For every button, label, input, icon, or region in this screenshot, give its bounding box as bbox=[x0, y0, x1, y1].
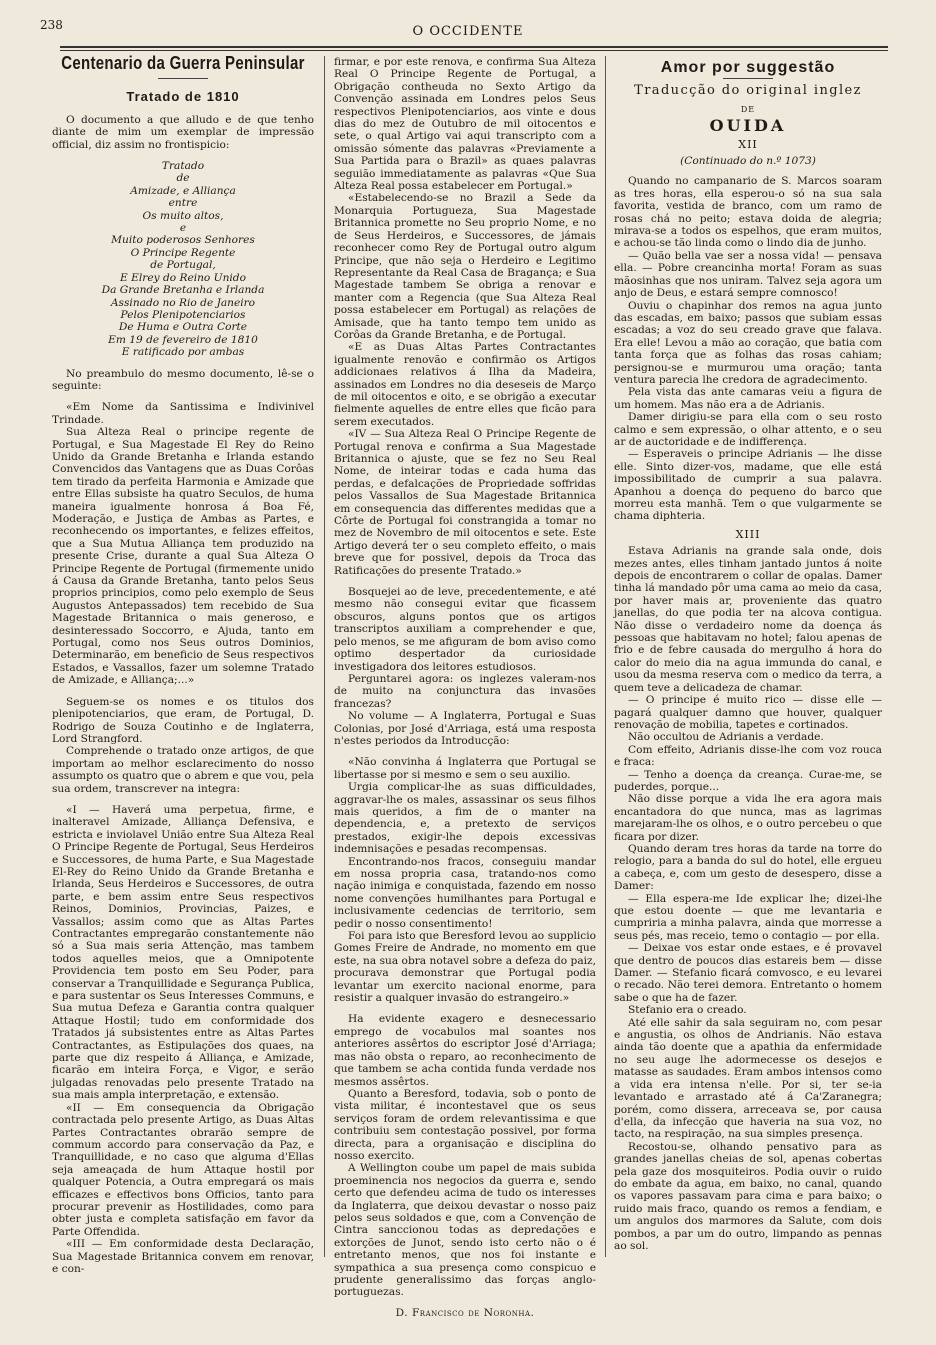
frontispiece-line: e bbox=[179, 222, 187, 235]
paragraph: — Quão bella vae ser a nossa vida! — pensava ella. — Pobre creancinha morta! Foram as suas mãosinhas que nos uniram. Talvez seja agora um anjo de Deus, e estará sempre comnosco! bbox=[614, 249, 882, 300]
column-divider bbox=[324, 56, 325, 1257]
paragraph: — Esperaveis o principe Adrianis — lhe disse elle. Sinto dizer-vos, madame, que elle está impossibilitado de cumprir a sua palavra. Apanhou a doença do pequeno do barco que morreu esta manhã. Tem o que vulgarmente se chama diphteria. bbox=[614, 448, 882, 523]
paragraph: «II — Em consequencia da Obrigação contractada pelo presente Artigo, as Duas Altas Partes Contractantes obrarão sempre de commum accordo para conservação da Paz, e Tranquillidade, e no caso que alguma d'Ellas seja ameaçada de hum Attaque hostil por qualquer Potencia, a Outra empregará os mais efficazes e effectivos bons Officios, tanto para procurar prevenir as Hostilidades, como para obter justa e completa satisfação em favor da Parte Offendida. bbox=[52, 1101, 314, 1238]
paragraph: Ha evidente exagero e desnecessario emprego de vocabulos mal soantes nos anteriores assêrtos do escriptor José d'Arriaga; mas não obsta o reparo, ao reconhecimento de que tambem se acha contida funda verdade nos mesmos assêrtos. bbox=[334, 1013, 596, 1088]
continued-note: (Continuado do n.º 1073) bbox=[680, 155, 816, 168]
running-title: O OCCIDENTE bbox=[412, 24, 524, 39]
serial-title: Amor por suggestão bbox=[660, 59, 836, 76]
paragraph: «III — Em conformidade desta Declaração, Sua Magestade Britannica convem em renovar, e con- bbox=[52, 1238, 314, 1275]
paragraph: No preambulo do mesmo documento, lê-se o seguinte: bbox=[52, 367, 314, 392]
paragraph: Damer dirigiu-se para ella com o seu rosto calmo e sem expressão, o olhar attento, e o seu ar de auctoridade e de indifferença. bbox=[614, 411, 882, 448]
frontispiece-line: E Elrey do Reino Unido bbox=[120, 271, 246, 284]
frontispiece-line: Pelos Plenipotenciarios bbox=[120, 308, 246, 321]
paragraph: Quando deram tres horas da tarde na torre do relogio, para a banda do sul do hotel, elle ergueu a cabeça, e, com um gesto de desespero, disse a Damer: bbox=[614, 842, 882, 893]
frontispiece-line: Amizade, e Alliança bbox=[130, 184, 236, 197]
article-subtitle: Tratado de 1810 bbox=[126, 89, 240, 105]
paragraph: Não occultou de Adrianis a verdade. bbox=[628, 731, 824, 744]
paragraph: Quanto a Beresford, todavia, sob o ponto de vista militar, é incontestavel que os seus serviços foram de ordem relevantissima e que contribuiu sem contestação possivel, por forma directa, para a organisação e disciplina do nosso exercito. bbox=[334, 1087, 596, 1162]
paragraph: Sua Alteza Real o principe regente de Portugal, e Sua Magestade El Rey do Reino Unido da Grande Bretanha e Irlanda estando Convencidos das Vantagens que as Duas Corôas tem tirado da perfeita Harmonia e Amizade que entre Ellas subsiste ha quatro Seculos, de huma maneira igualmente honrosa á Boa Fé, Moderação, e Justiça de Ambas as Partes, e reconhecendo os importantes, e felizes effeitos, que a Sua Mutua Alliança tem produzido na presente Crise, durante a qual Sua Alteza O Principe Regente de Portugal (firmemente unido á Causa da Grande Bretanha, tanto pelos Seus proprios principios, como pelo exemplo de Seus Augustos Antepassados) tem recebido de Sua Magestade Britannica o mais generoso, e desinteressado Soccorro, e Ajuda, tanto em Portugal, como nos Seus outros Dominios, Determinarão, em beneficio de Seus respectivos Estados, e Vassallos, fazer um solemne Tratado de Amizade, e Alliança;...» bbox=[52, 426, 314, 687]
frontispiece-line: De Huma e Outra Corte bbox=[118, 321, 248, 334]
paragraph: Ouviu o chapinhar dos remos na agua junto das escadas, em baixo; passos que subiam essas escadas; a voz do seu creado grave que falava. Era elle! Levou a mão ao coração, que batia com tanta força que as folhas das rosas cahiam; persignou-se e murmurou uma oração; tanta ventura parecia lhe credora de agradecimento. bbox=[614, 299, 882, 386]
paragraph: Bosquejei ao de leve, precedentemente, e até mesmo não consegui evitar que ficassem obscuros, alguns pontos que os artigos transcriptos auxiliam a comprehender e que, pelo menos, se me afiguram de bom aviso como optimo despertador da curiosidade investigadora dos leitores estudiosos. bbox=[334, 586, 596, 673]
frontispiece-line: Assinado no Rio de Janeiro bbox=[110, 296, 256, 309]
by-label: DE bbox=[740, 104, 756, 114]
signature: D. Francisco de Noronha. bbox=[395, 1306, 535, 1319]
frontispiece-line: Da Grande Bretanha e Irlanda bbox=[101, 284, 265, 297]
paragraph: Não disse porque a vida lhe era agora mais encantadora do que nunca, mas as lagrimas marejaram-lhe os olhos, e o outro percebeu o que ficara por dizer. bbox=[614, 793, 882, 843]
column-2 bbox=[334, 56, 596, 1319]
article-title: Centenario da Guerra Peninsular bbox=[61, 53, 305, 74]
frontispiece-line: Os muito altos, bbox=[142, 209, 224, 222]
title-rule bbox=[158, 78, 208, 79]
paragraph: «Em Nome da Santissima e Indivinivel Trindade. bbox=[52, 401, 314, 426]
paragraph: — Tenho a doença da creança. Curae-me, se puderdes, porque... bbox=[614, 768, 882, 793]
paragraph: Com effeito, Adrianis disse-lhe com voz rouca e fraca: bbox=[614, 743, 882, 769]
frontispiece-line: E ratificado por ambas bbox=[121, 346, 245, 359]
frontispiece bbox=[52, 160, 314, 359]
paragraph: Perguntarei agora: os inglezes valeram-nos de muito na conjunctura das invasões francezas? bbox=[334, 672, 596, 710]
title-rule bbox=[723, 78, 773, 79]
header-rule-thin bbox=[60, 50, 888, 51]
paragraph: Estava Adrianis na grande sala onde, dois mezes antes, elles tinham jantado juntos á noite depois de encontrarem o collar de opalas. Damer tinha lá mandado pôr uma cama ao meio da casa, por haver mais ar, proveniente das quatro janellas, do que podia ter na alcova contigua. Não disse o verdadeiro nome da doença ás pessoas que habitavam no hotel; falou apenas de frio e de febre causada do mergulho á hora do calor do meio dia na agua immunda do canal, e usou da mesma reserva com o medico da terra, a quem teve a delicadeza de chamar. bbox=[614, 545, 882, 694]
page-header bbox=[40, 18, 896, 44]
paragraph: «Estabelecendo-se no Brazil a Sede da Monarquia Portugueza, Sua Magestade Britannica promette no Seu proprio Nome, e no de Seus Herdeiros, e Successores, de jámais reconhecer como Rey de Portugal outro algum Principe, que não seja o Herdeiro e Legitimo Representante da Real Casa de Bragança; e Sua Magestade tambem Se obriga a renovar e manter com a Regencia (que Sua Alteza Real possa estabelecer em Portugal) as relações de Amisade, que ha tanto tempo tem unido as Corôas da Grande Bretanha, e de Portugal. bbox=[334, 192, 596, 341]
paragraph: «I — Haverá uma perpetua, firme, e inalteravel Amizade, Alliança Defensiva, e estricta e inviolavel União entre Sua Alteza Real O Principe Regente de Portugal, Seus Herdeiros e Successores, de huma Parte, e Sua Magestade El-Rey do Reino Unido da Grande Bretanha e Irlanda, Seus Herdeiros e Successores, de outra parte, e bem assim entre Seus respectivos Reinos, Dominios, Provincias, Paizes, e Vassallos; assim como que as Altas Partes Contractantes empregarão constantemente não só a Sua mais seria Attenção, mas tambem todos aquelles meios, que a Omnipotente Providencia tem posto em Seu Poder, para conservar a Tranquillidade e Segurança Publica, e para sustentar os Seus Interesses Communs, e Sua mutua Defeza e Garantia contra qualquer Attaque Hostil; tudo em conformidade dos Tratados já subsistentes entre as Altas Partes Contractantes, as Estipulações dos quaes, na parte que diz respeito á Alliança, e Amizade, ficarão em inteira Força, e Vigor, e serão julgadas renovadas pelo presente Tratado na sua mais ampla interpretação, e extensão. bbox=[52, 803, 314, 1102]
page-number: 238 bbox=[40, 18, 63, 32]
frontispiece-line: de Portugal, bbox=[150, 259, 216, 272]
paragraph: Recostou-se, olhando pensativo para as grandes janellas cheias de sol, apenas cobertas pela gaze dos mosquiteiros. Podia ouvir o ruido do embate da agua, em baixo, no canal, quando os vapores passavam para cima e para baixo; o ruido mais fraco, quando os remos a fendiam, e um angulos dos marmores da Salute, com dois pombos, a par um do outro, limpando as pennas ao sol. bbox=[614, 1140, 882, 1252]
chapter-number: XIII bbox=[735, 527, 761, 541]
frontispiece-line: Muito poderosos Senhores bbox=[111, 234, 255, 247]
paragraph: No volume — A Inglaterra, Portugal e Suas Colonias, por José d'Arriaga, está uma resposta n'estes periodos da Introducção: bbox=[334, 710, 596, 747]
paragraph: Até elle sahir da sala seguiram no, com pesar e angustia, os olhos de Andrianis. Não estava ainda tão doente que a apathia da enfermidade no seu auge lhe adormecesse os desejos e matasse as saudades. Eram ambos intensos como a vida era intensa n'elle. Por si, ter se-ia levantado e arrastado até á Ca'Zaranegra; porém, como dissera, arreceava se, por causa d'ella, da infecção que haveria na sua voz, no tacto, na respiração, na sua simples presença. bbox=[614, 1016, 882, 1141]
header-rule bbox=[60, 46, 888, 48]
paragraph: Seguem-se os nomes e os titulos dos plenipotenciarios, que eram, de Portugal, D. Rodrigo de Souza Coutinho e de Inglaterra, Lord Strangford. bbox=[52, 695, 314, 745]
translation-note: Traducção do original inglez bbox=[634, 83, 862, 99]
column-3 bbox=[614, 56, 882, 1252]
paragraph: Pela vista das ante camaras veiu a figura de um homem. Mas não era a de Adrianis. bbox=[614, 386, 882, 411]
frontispiece-line: de bbox=[176, 172, 190, 185]
frontispiece-line: Em 19 de fevereiro de 1810 bbox=[108, 333, 258, 346]
paragraph: O documento a que alludo e de que tenho diante de mim um exemplar de impressão official, diz assim no frontispicio: bbox=[52, 113, 314, 151]
column-divider bbox=[605, 56, 606, 1257]
paragraph: Encontrando-nos fracos, conseguiu mandar em nossa propria casa, tratando-nos como nação inimiga e conquistada, fazendo em nosso nome convenções humilhantes para Portugal e inclusivamente cedencias de territorio, sem pedir o nosso consentimento! bbox=[334, 855, 596, 930]
paragraph: «Não convinha á Inglaterra que Portugal se libertasse por si mesmo e sem o seu auxilio. bbox=[334, 756, 596, 781]
paragraph: firmar, e por este renova, e confirma Sua Alteza Real O Principe Regente de Portugal, a Obrigação contheuda no Sexto Artigo da Convenção assinada em Londres pelos Seus respectivos Plenipotenciarios, aos vinte e dous dias do mez de Outubro de mil oitocentos e sete, o qual Artigo vai aqui transcripto com a omissão sómente das palavras «Previamente a Sua Partida para o Brazil» as quaes palavras seguião immediatamente as palavras «Que Sua Alteza Real possa estabelecer em Portugal.» bbox=[334, 56, 596, 193]
paragraph: «IV — Sua Alteza Real O Principe Regente de Portugal renova e confirma a Sua Magestade Britannica o ajuste, que se fez no Seu Real Nome, de inteirar todas e cada huma das perdas, e defalcações de Propriedade soffridas pelos Vassallos de Sua Magestade Britannica em consequencia das differentes medidas que a Côrte de Portugal foi constrangida a tomar no mez de Novembro de mil oitocentos e sete. Este Artigo deverá ter o seu completo effeito, o mais breve que for possivel, depois da Troca das Ratificações do presente Tratado.» bbox=[334, 428, 596, 577]
paragraph: Comprehende o tratado onze artigos, de que importam ao melhor esclarecimento do nosso assumpto os quatro que o abrem e que vou, pela sua ordem, transcrever na integra: bbox=[52, 745, 314, 795]
frontispiece-line: Tratado bbox=[161, 160, 205, 173]
paragraph: «E as Duas Altas Partes Contractantes igualmente renovão e confirmão os Artigos addicionaes relativos á Ilha da Madeira, assinados em Londres no dia deseseis de Março de mil oitocentos e oito, e se obrigão a executar fielmente aquelles de entre elles que ficão para serem executados. bbox=[334, 341, 596, 428]
paragraph: A Wellington coube um papel de mais subida proeminencia nos negocios da guerra e, sendo certo que defendeu acima de tudo os interesses da Inglaterra, que deixou devastar o nosso paiz pelos seus soldados e que, com a Convenção de Cintra sanccionou todas as depredações e extorções de Junot, sendo isto certo não o é entretanto menos, que nos foi instante e sympathica a sua presença como conspicuo e prudente generalissimo das forças anglo-portuguezas. bbox=[334, 1162, 596, 1299]
author-name: OUIDA bbox=[709, 116, 787, 136]
frontispiece-line: entre bbox=[168, 197, 198, 210]
column-1 bbox=[52, 53, 314, 1275]
chapter-number: XII bbox=[738, 137, 758, 151]
paragraph: — Deixae vos estar onde estaes, e é provavel que dentro de poucos dias estareis bem — disse Damer. — Stefanio ficará comvosco, e eu levarei o recado. Não terei demora. Entretanto o homem sabe o que ha de fazer. bbox=[614, 942, 882, 1004]
frontispiece-line: O Principe Regente bbox=[130, 246, 236, 259]
paragraph: — Ella espera-me Ide explicar lhe; dizei-lhe que estou doente — que me levantaria e cumpriria a minha palavra, ainda que morresse a seus pés, mas receio, temo o contagio — por ella. bbox=[614, 892, 882, 942]
paragraph: Foi para isto que Beresford levou ao supplicio Gomes Freire de Andrade, no momento em que este, na sua obra notavel sobre a defeza do paiz, procurava demonstrar que Portugal podia levantar um exercito nacional enorme, para resistir a qualquer invasão do estrangeiro.» bbox=[334, 930, 596, 1005]
paragraph: Stefanio era o creado. bbox=[628, 1004, 747, 1017]
paragraph: Quando no campanario de S. Marcos soaram as tres horas, ella esperou-o só na sua sala favorita, vestida de branco, com um ramo de rosas chá no peito; estava doida de alegria; mirava-se a todos os espelhos, que eram muitos, e achou-se tão linda como o lindo dia de junho. bbox=[614, 175, 882, 250]
paragraph: — O principe é muito rico — disse elle — pagará qualquer damno que houver, qualquer renovação de mobilia, tapetes e cortinados. bbox=[614, 694, 882, 731]
paragraph: Urgia complicar-lhe as suas difficuldades, aggravar-lhe os males, assassinar os seus filhos mais queridos, a fim de o manter na dependencia, e, a pretexto de serviços prestados, exigir-lhe depois excessivas indemnisações e pesadas recompensas. bbox=[334, 781, 596, 856]
